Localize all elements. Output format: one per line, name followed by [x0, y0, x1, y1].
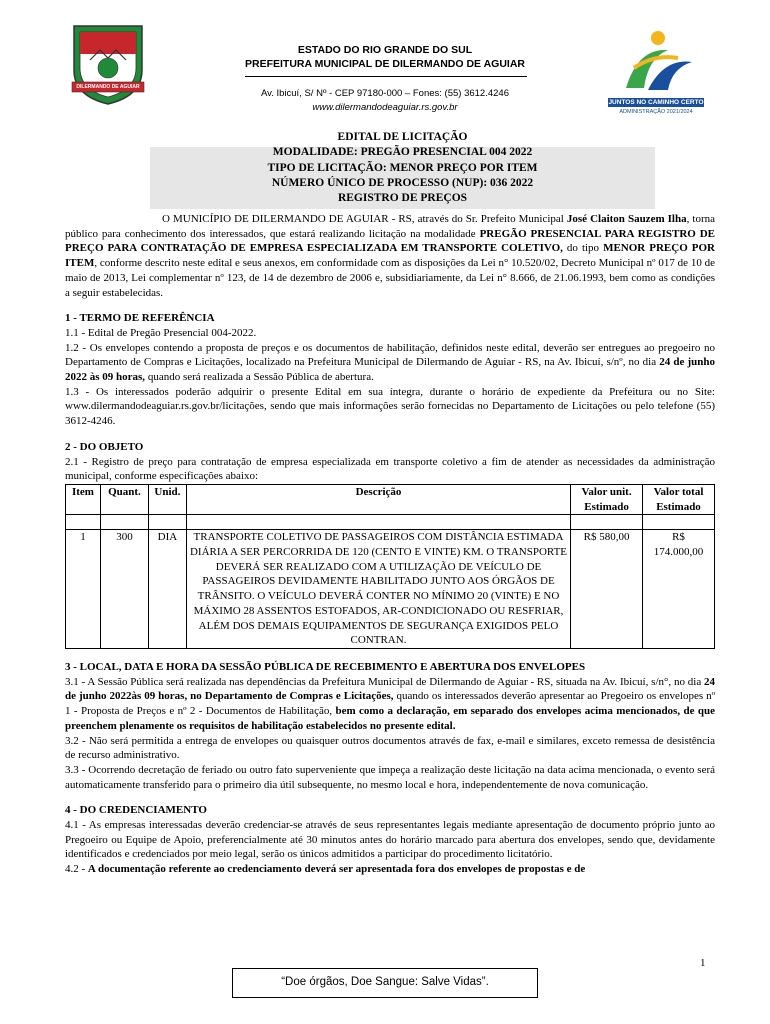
col-quant: Quant.	[100, 484, 148, 514]
header-address: Av. Ibicuí, S/ Nº - CEP 97180-000 – Fones: (55) 3612.4246	[261, 88, 509, 99]
col-item: Item	[66, 484, 101, 514]
col-unid: Unid.	[148, 484, 186, 514]
footer-slogan: “Doe órgãos, Doe Sangue: Salve Vidas”.	[232, 968, 538, 998]
header-website: www.dilermandodeaguiar.rs.gov.br	[312, 102, 458, 113]
intro-paragraph: O MUNICÍPIO DE DILERMANDO DE AGUIAR - RS, através do Sr. Prefeito Municipal José Claiton Sauzem Ilha, torna público para conhecimento dos interessados, que estará realizando licitação na modalidade PREGÃO PRESENCIAL PARA REGISTRO DE PREÇO PARA CONTRATAÇÃO DE EMPRESA ESPECIALIZADA EM TRANSPORTE COLETIVO, do tipo MENOR PREÇO POR ITEM, conforme descrito neste edital e seus anexos, em conformidade com as disposições da Lei n° 10.520/02, Decreto Municipal nº 017 de 10 de maio de 2013, Lei complementar nº 123, de 14 de dezembro de 2006 e, subsidiariamente, da Lei n° 8.666, de 21.06.1993, bem como as condições a seguir estabelecidas.	[65, 213, 715, 299]
cell-unid: DIA	[148, 530, 186, 649]
cell-item: 1	[66, 530, 101, 649]
header-prefecture: PREFEITURA MUNICIPAL DE DILERMANDO DE AGUIAR	[244, 58, 525, 70]
header-rule	[245, 76, 527, 77]
section-1-heading: 1 - TERMO DE REFERÊNCIA	[65, 312, 215, 325]
cell-quant: 300	[100, 530, 148, 649]
section-2-heading: 2 - DO OBJETO	[65, 440, 144, 453]
section-3-1: 3.1 - A Sessão Pública será realizada nas dependências da Prefeitura Municipal de Dilermando de Aguiar - RS, situada na Av. Ibicuí, s/n°, no dia 24 de junho 2022às 09 horas, no Departamento de Compras e Licitações, quando os interessados deverão apresentar ao Pregoeiro os envelopes nº 1 - Proposta de Preços e nº 2 - Documentos de Habilitação, bem como a declaração, em separado dos envelopes acima mencionados, de que preenchem plenamente os requisitos de habilitação estabelecidos no presente edital.	[65, 675, 715, 732]
crest-banner-text: DILERMANDO DE AGUIAR	[76, 84, 140, 90]
municipal-crest	[64, 20, 152, 108]
section-1-3: 1.3 - Os interessados poderão adquirir o presente Edital em sua íntegra, durante o horário de expediente da Prefeitura ou no Site: www.dilermandodeaguiar.rs.gov.br/licitações, sendo que mais informações serão fornecidas no Departamento de Licitações ou pelo telefone (55) 3612-4246.	[65, 385, 715, 428]
title-line-5: REGISTRO DE PREÇOS	[337, 192, 468, 205]
cell-desc: TRANSPORTE COLETIVO DE PASSAGEIROS COM DISTÂNCIA ESTIMADA DIÁRIA A SER PERCORRIDA DE 120 (CENTO E VINTE) KM. O TRANSPORTE DEVERÁ SER REALIZADO COM A UTILIZAÇÃO DE VEÍCULO DE PASSAGEIROS DEVIDAMENTE HABILITADO JUNTO AOS ÓRGÃOS DE TRÂNSITO. O VEÍCULO DEVERÁ CONTER NO MÍNIMO 20 (VINTE) E NO MÁXIMO 28 ASSENTOS ESTOFADOS, AR-CONDICIONADO OU RESFRIAR, ALÉM DOS DEMAIS EQUIPAMENTOS DE SEGURANÇA EXIGIDOS PELO CONTRAN.	[186, 530, 570, 649]
section-1-1: 1.1 - Edital de Pregão Presencial 004-2022.	[65, 326, 257, 339]
col-unit-value: Valor unit. Estimado	[571, 484, 643, 514]
section-3-heading: 3 - LOCAL, DATA E HORA DA SESSÃO PÚBLICA DE RECEBIMENTO E ABERTURA DOS ENVELOPES	[65, 660, 586, 673]
title-line-2: MODALIDADE: PREGÃO PRESENCIAL 004 2022	[272, 146, 533, 159]
section-2-1: 2.1 - Registro de preço para contratação de empresa especializada em transporte coletivo a fim de atender as necessidades da administração municipal, conforme especificações abaixo:	[65, 455, 715, 483]
table-row	[66, 530, 715, 649]
section-4-1: 4.1 - As empresas interessadas deverão credenciar-se através de seus representantes legais mediante apresentação de documento próprio junto ao Pregoeiro ou Equipe de Apoio, preferencialmente até 30 minutos antes do horário marcado para abertura dos envelopes, sendo que, devidamente identificados e credenciados por meio legal, serão os únicos admitidos a participar do procedimento licitatório.	[65, 819, 715, 861]
title-line-4: NÚMERO ÚNICO DE PROCESSO (NUP): 036 2022	[271, 176, 534, 189]
edital-title-block	[150, 130, 655, 206]
header-state: ESTADO DO RIO GRANDE DO SUL	[297, 44, 473, 56]
col-total-value: Valor total Estimado	[643, 484, 715, 514]
cell-total-value: R$ 174.000,00	[643, 530, 715, 649]
col-desc: Descrição	[186, 484, 570, 514]
section-3-2: 3.2 - Não será permitida a entrega de envelopes ou quaisquer outros documentos através de fax, e-mail e similares, exceto remessa de desistência de recurso administrativo.	[65, 734, 715, 762]
page-number: 1	[700, 957, 706, 969]
section-1-2: 1.2 - Os envelopes contendo a proposta de preços e os documentos de habilitação, definidos neste edital, deverão ser entregues ao pregoeiro no Departamento de Compras e Licitações, localizado na Prefeitura Municipal de Dilermando de Aguiar - RS, na Av. Ibicuí, s/nº, no dia 24 de junho 2022 às 09 horas, quando será realizada a Sessão Pública de abertura.	[65, 341, 715, 384]
items-table	[65, 484, 715, 649]
section-4-2: 4.2 - A documentação referente ao credenciamento deverá ser apresentada fora dos envelopes de propostas e de	[65, 863, 586, 876]
section-4-heading: 4 - DO CREDENCIAMENTO	[65, 804, 207, 817]
document-body	[65, 212, 715, 877]
administration-logo	[608, 28, 704, 120]
title-line-3: TIPO DE LICITAÇÃO: MENOR PREÇO POR ITEM	[267, 161, 538, 174]
cell-unit-value: R$ 580,00	[571, 530, 643, 649]
logo-subtext: ADMINISTRAÇÃO 2021/2024	[619, 109, 693, 115]
title-line-1: EDITAL DE LICITAÇÃO	[337, 131, 468, 143]
section-3-3: 3.3 - Ocorrendo decretação de feriado ou outro fato superveniente que impeça a realização deste licitação na data acima mencionada, o evento será automaticamente transferido para o primeiro dia útil subsequente, no mesmo local e hora, independentemente de nova comunicação.	[65, 763, 715, 791]
logo-text: JUNTOS NO CAMINHO CERTO	[608, 99, 704, 106]
